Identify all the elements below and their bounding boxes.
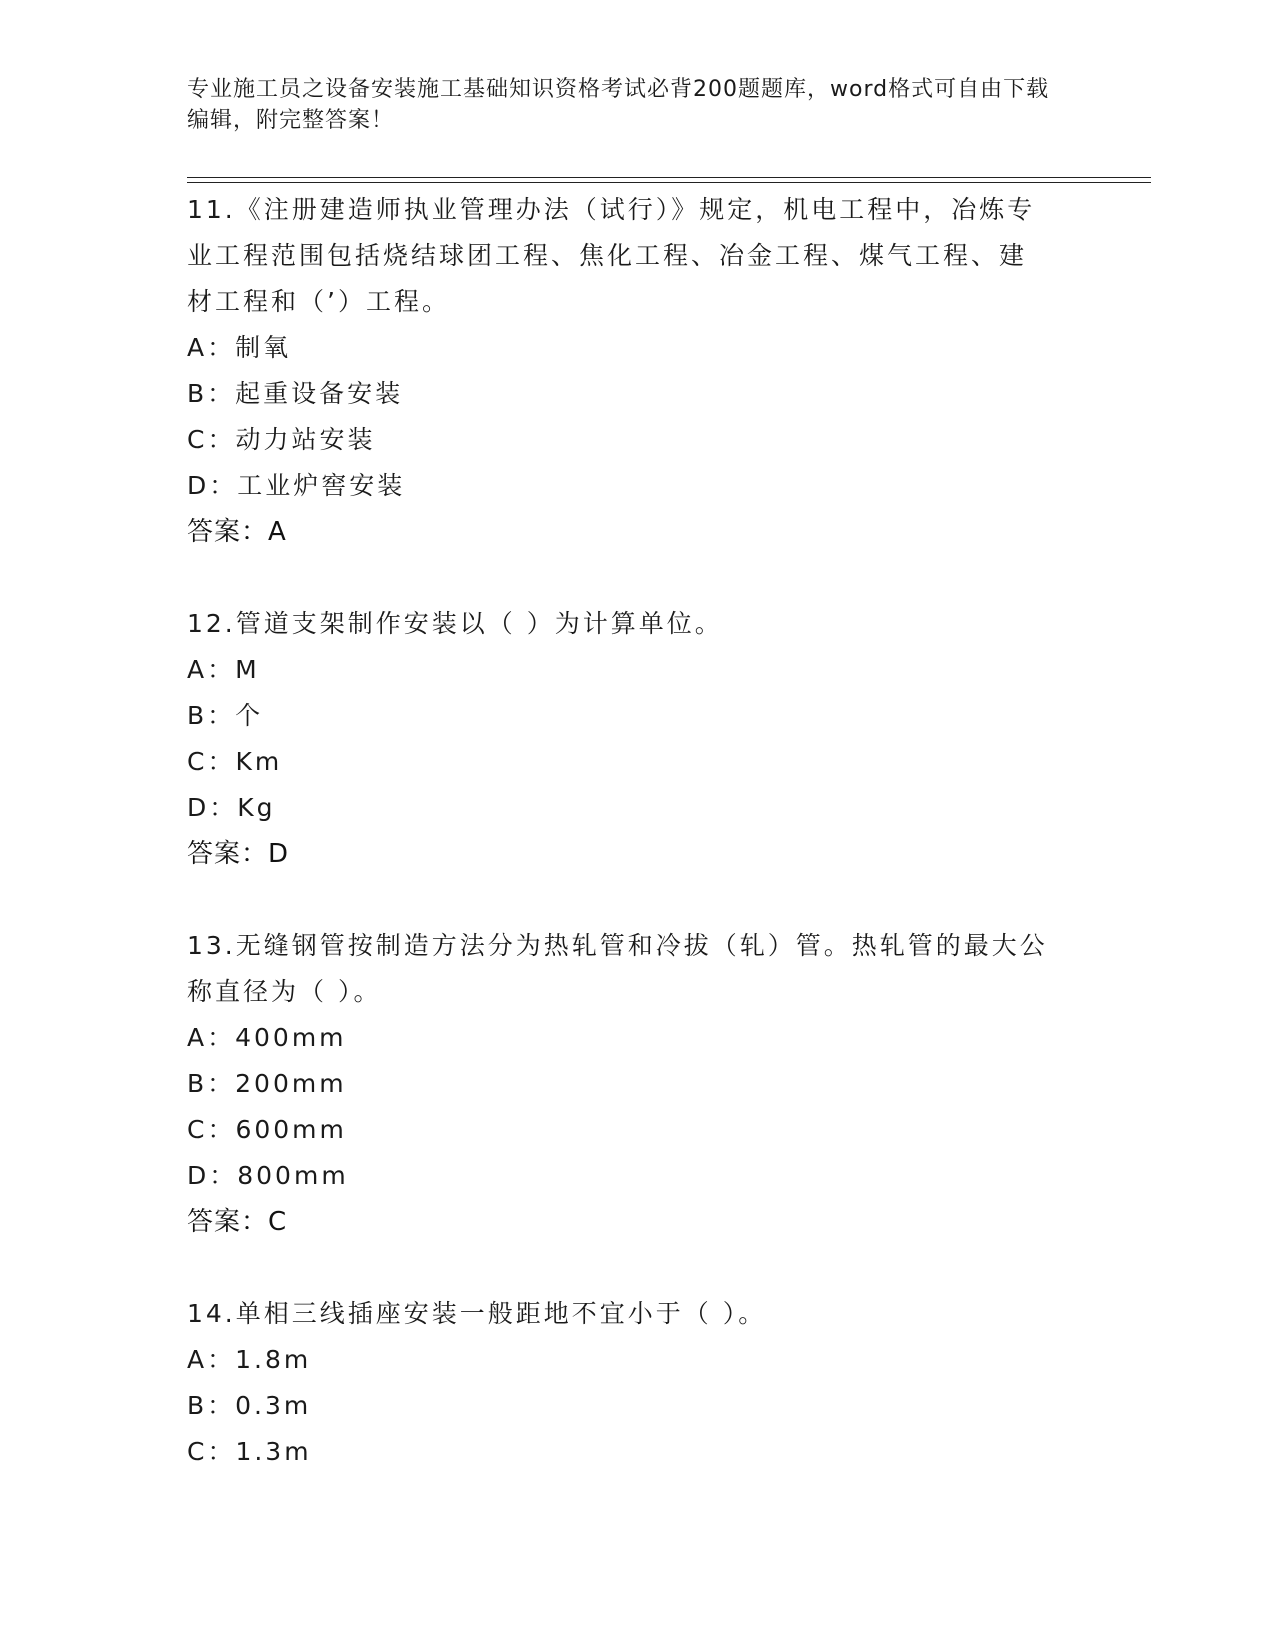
option-c: C：Km	[187, 747, 283, 776]
option-c: C：动力站安装	[187, 425, 376, 454]
option-b: B：0.3m	[187, 1391, 312, 1420]
question-list	[187, 187, 1087, 1475]
option-b: B：起重设备安装	[187, 379, 404, 408]
answer-line: 答案：D	[187, 839, 290, 869]
option-a: A：1.8m	[187, 1345, 312, 1374]
question-block	[187, 923, 1087, 1245]
question-spacer	[187, 877, 1087, 923]
question-text: 11.《注册建造师执业管理办法（试行）》规定，机电工程中，冶炼专 业工程范围包括烧结球团工程、焦化工程、冶金工程、煤气工程、建 材工程和（’）工程。	[187, 195, 1036, 316]
question-text: 13.无缝钢管按制造方法分为热轧管和冷拔（轧）管。热轧管的最大公 称直径为（ ）。	[187, 931, 1048, 1006]
question-block	[187, 187, 1087, 555]
question-block	[187, 601, 1087, 877]
document-header: 专业施工员之设备安装施工基础知识资格考试必背200题题库，word格式可自由下载编辑，附完整答案！	[187, 77, 1050, 133]
option-c: C：1.3m	[187, 1437, 312, 1466]
option-a: A：制氧	[187, 333, 292, 362]
option-b: B：个	[187, 701, 264, 730]
question-text: 14.单相三线插座安装一般距地不宜小于（ ）。	[187, 1299, 767, 1328]
option-c: C：600mm	[187, 1115, 347, 1144]
answer-line: 答案：C	[187, 1207, 288, 1237]
question-text: 12.管道支架制作安装以（ ）为计算单位。	[187, 609, 723, 638]
header-divider-top	[187, 177, 1151, 178]
header-divider-bottom	[187, 182, 1151, 183]
answer-line: 答案：A	[187, 517, 287, 547]
option-d: D：800mm	[187, 1161, 349, 1190]
option-d: D：Kg	[187, 793, 276, 822]
option-a: A：M	[187, 655, 260, 684]
option-b: B：200mm	[187, 1069, 347, 1098]
question-block	[187, 1291, 1087, 1475]
option-a: A：400mm	[187, 1023, 347, 1052]
question-spacer	[187, 1245, 1087, 1291]
question-spacer	[187, 555, 1087, 601]
option-d: D：工业炉窖安装	[187, 471, 406, 500]
